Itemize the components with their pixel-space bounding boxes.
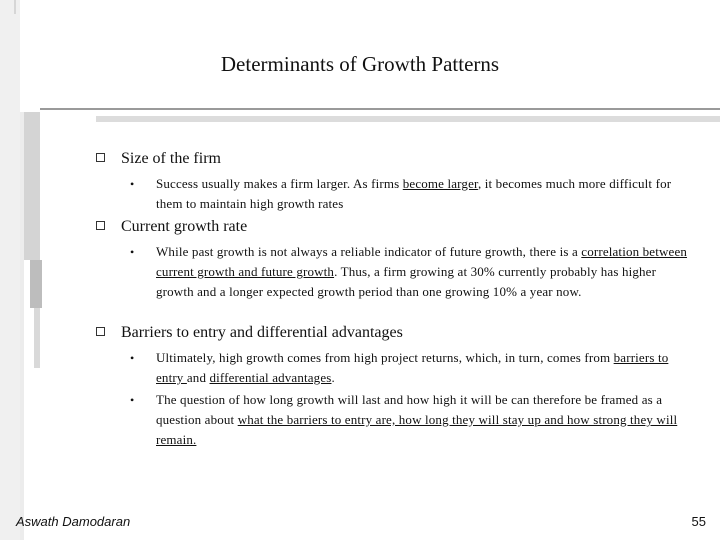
underlined-phrase: differential advantages bbox=[209, 370, 332, 385]
square-bullet-icon bbox=[96, 221, 105, 230]
square-bullet-icon bbox=[96, 153, 105, 162]
sub-bullet bbox=[130, 242, 694, 302]
bullet-heading bbox=[96, 324, 403, 342]
title-divider bbox=[40, 108, 720, 110]
left-decoration-block-3 bbox=[34, 308, 40, 368]
underlined-phrase: correlation between current growth and future growth bbox=[156, 244, 688, 279]
bullet-heading bbox=[96, 218, 247, 236]
bullet-heading-text: Barriers to entry and differential advantages bbox=[121, 324, 403, 341]
square-bullet-icon bbox=[96, 327, 105, 336]
title-divider-shadow bbox=[96, 116, 720, 122]
bullet-heading-text: Size of the firm bbox=[121, 150, 221, 167]
sub-bullet bbox=[130, 348, 694, 388]
sub-bullet bbox=[130, 390, 694, 450]
underlined-phrase: barriers to entry bbox=[156, 350, 669, 385]
sub-bullet-text: Success usually makes a firm larger. As firms become larger, it becomes much more difficult for them to maintain high growth rates bbox=[156, 176, 672, 211]
sub-bullet-text: While past growth is not always a reliable indicator of future growth, there is a correlation between current growth and future growth. Thus, a firm growing at 30% currently probably has higher growth and a longer expected growth period than one growing 10% a year now. bbox=[156, 244, 688, 299]
footer-author: Aswath Damodaran bbox=[16, 514, 131, 529]
round-bullet-icon: • bbox=[130, 393, 135, 407]
round-bullet-icon: • bbox=[130, 245, 135, 259]
underlined-phrase: what the barriers to entry are, how long they will stay up and how strong they will remain. bbox=[156, 412, 678, 447]
bullet-heading-text: Current growth rate bbox=[121, 218, 248, 235]
title-area bbox=[0, 0, 720, 110]
round-bullet-icon: • bbox=[130, 351, 135, 365]
bullet-heading bbox=[96, 150, 221, 168]
underlined-phrase: become larger bbox=[402, 176, 478, 191]
slide-title: Determinants of Growth Patterns bbox=[220, 52, 500, 76]
sub-bullet-text: The question of how long growth will last and how high it will be can therefore be framed as a question about what the barriers to entry are, how long they will stay up and how strong they will remain. bbox=[156, 392, 678, 447]
left-decoration-block-1 bbox=[24, 112, 40, 260]
sub-bullet bbox=[130, 174, 694, 214]
left-decoration-block-2 bbox=[30, 260, 42, 308]
sub-bullet-text: Ultimately, high growth comes from high project returns, which, in turn, comes from barriers to entry and differential advantages. bbox=[156, 350, 669, 385]
page-number: 55 bbox=[691, 514, 706, 529]
round-bullet-icon: • bbox=[130, 177, 135, 191]
